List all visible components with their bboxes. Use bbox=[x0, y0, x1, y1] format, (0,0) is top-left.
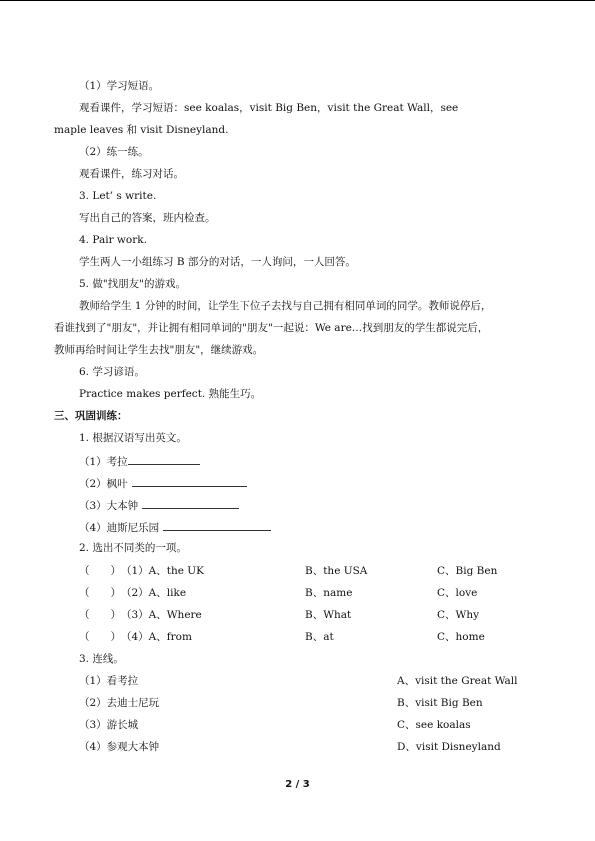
q1-item-label: （3）大本钟 bbox=[79, 500, 139, 512]
q2-option-a: （3）A、Where bbox=[121, 609, 202, 621]
q2-answer-paren[interactable]: （ ） bbox=[79, 565, 121, 577]
q1-title: 1. 根据汉语写出英文。 bbox=[79, 432, 187, 444]
q3-left-item-1[interactable]: （1）看考拉 bbox=[79, 675, 139, 687]
q2-answer-paren[interactable]: （ ） bbox=[79, 631, 121, 643]
line-2: 观看课件，学习短语：see koalas，visit Big Ben，visit the Great Wall，see bbox=[79, 102, 459, 114]
line-13: 教师再给时间让学生去找"朋友"，继续游戏。 bbox=[54, 344, 264, 356]
page-number: 2 / 3 bbox=[285, 779, 310, 790]
q2-row-2 bbox=[79, 586, 186, 600]
line-6: 3. Let’ s write. bbox=[79, 190, 157, 202]
q3-right-item-c[interactable]: C、see koalas bbox=[397, 719, 471, 731]
q1-answer-blank-2[interactable] bbox=[132, 475, 247, 487]
q2-option-b: B、the USA bbox=[305, 565, 368, 577]
q1-item-2 bbox=[79, 475, 247, 491]
q2-row-4 bbox=[79, 630, 192, 644]
q2-option-a: （2）A、like bbox=[121, 587, 187, 599]
line-12: 看谁找到了"朋友"，并让拥有相同单词的"朋友"一起说：We are…找到朋友的学生都说完后， bbox=[54, 322, 489, 334]
line-8: 4. Pair work. bbox=[79, 234, 147, 246]
line-1: （1）学习短语。 bbox=[79, 80, 160, 92]
q3-right-item-b[interactable]: B、visit Big Ben bbox=[397, 697, 483, 709]
q2-title: 2. 选出不同类的一项。 bbox=[79, 542, 187, 554]
q1-answer-blank-4[interactable] bbox=[163, 519, 271, 531]
line-9: 学生两人一小组练习 B 部分的对话，一人询问，一人回答。 bbox=[79, 256, 356, 268]
line-10: 5. 做"找朋友"的游戏。 bbox=[79, 278, 187, 290]
q2-option-b: B、name bbox=[305, 587, 353, 599]
q2-option-c: C、Big Ben bbox=[437, 565, 498, 577]
line-5: 观看课件，练习对话。 bbox=[79, 168, 184, 180]
q3-left-item-2[interactable]: （2）去迪士尼玩 bbox=[79, 697, 160, 709]
section-heading: 三、巩固训练： bbox=[54, 410, 128, 422]
q1-item-3 bbox=[79, 497, 239, 513]
q2-option-c: C、Why bbox=[437, 609, 480, 621]
q1-answer-blank-3[interactable] bbox=[142, 497, 239, 509]
line-4: （2）练一练。 bbox=[79, 146, 149, 158]
q3-left-item-4[interactable]: （4）参观大本钟 bbox=[79, 741, 160, 753]
q1-item-4 bbox=[79, 519, 271, 535]
q2-option-c: C、love bbox=[437, 587, 478, 599]
q1-item-label: （4）迪斯尼乐园 bbox=[79, 522, 160, 534]
q2-option-b: B、What bbox=[305, 609, 352, 621]
header-rule bbox=[0, 0, 595, 1]
line-15: Practice makes perfect. 熟能生巧。 bbox=[79, 388, 262, 400]
q3-right-item-d[interactable]: D、visit Disneyland bbox=[397, 741, 501, 753]
q2-option-b: B、at bbox=[305, 631, 334, 643]
line-3: maple leaves 和 visit Disneyland. bbox=[54, 124, 229, 136]
q2-option-c: C、home bbox=[437, 631, 485, 643]
line-7: 写出自己的答案，班内检查。 bbox=[79, 212, 216, 224]
q2-option-a: （4）A、from bbox=[121, 631, 192, 643]
q3-right-item-a[interactable]: A、visit the Great Wall bbox=[397, 675, 518, 687]
q2-answer-paren[interactable]: （ ） bbox=[79, 609, 121, 621]
q1-item-label: （2）枫叶 bbox=[79, 478, 128, 490]
q3-title: 3. 连线。 bbox=[79, 653, 124, 665]
q1-item-label: （1）考拉 bbox=[79, 456, 128, 468]
q3-left-item-3[interactable]: （3）游长城 bbox=[79, 719, 139, 731]
q2-row-1 bbox=[79, 564, 204, 578]
q1-answer-blank-1[interactable] bbox=[128, 453, 200, 465]
line-14: 6. 学习谚语。 bbox=[79, 366, 145, 378]
line-11: 教师给学生 1 分钟的时间，让学生下位子去找与自己拥有相同单词的同学。教师说停后， bbox=[79, 300, 492, 312]
q2-row-3 bbox=[79, 608, 202, 622]
q1-item-1 bbox=[79, 453, 200, 469]
q2-answer-paren[interactable]: （ ） bbox=[79, 587, 121, 599]
q2-option-a: （1）A、the UK bbox=[121, 565, 204, 577]
